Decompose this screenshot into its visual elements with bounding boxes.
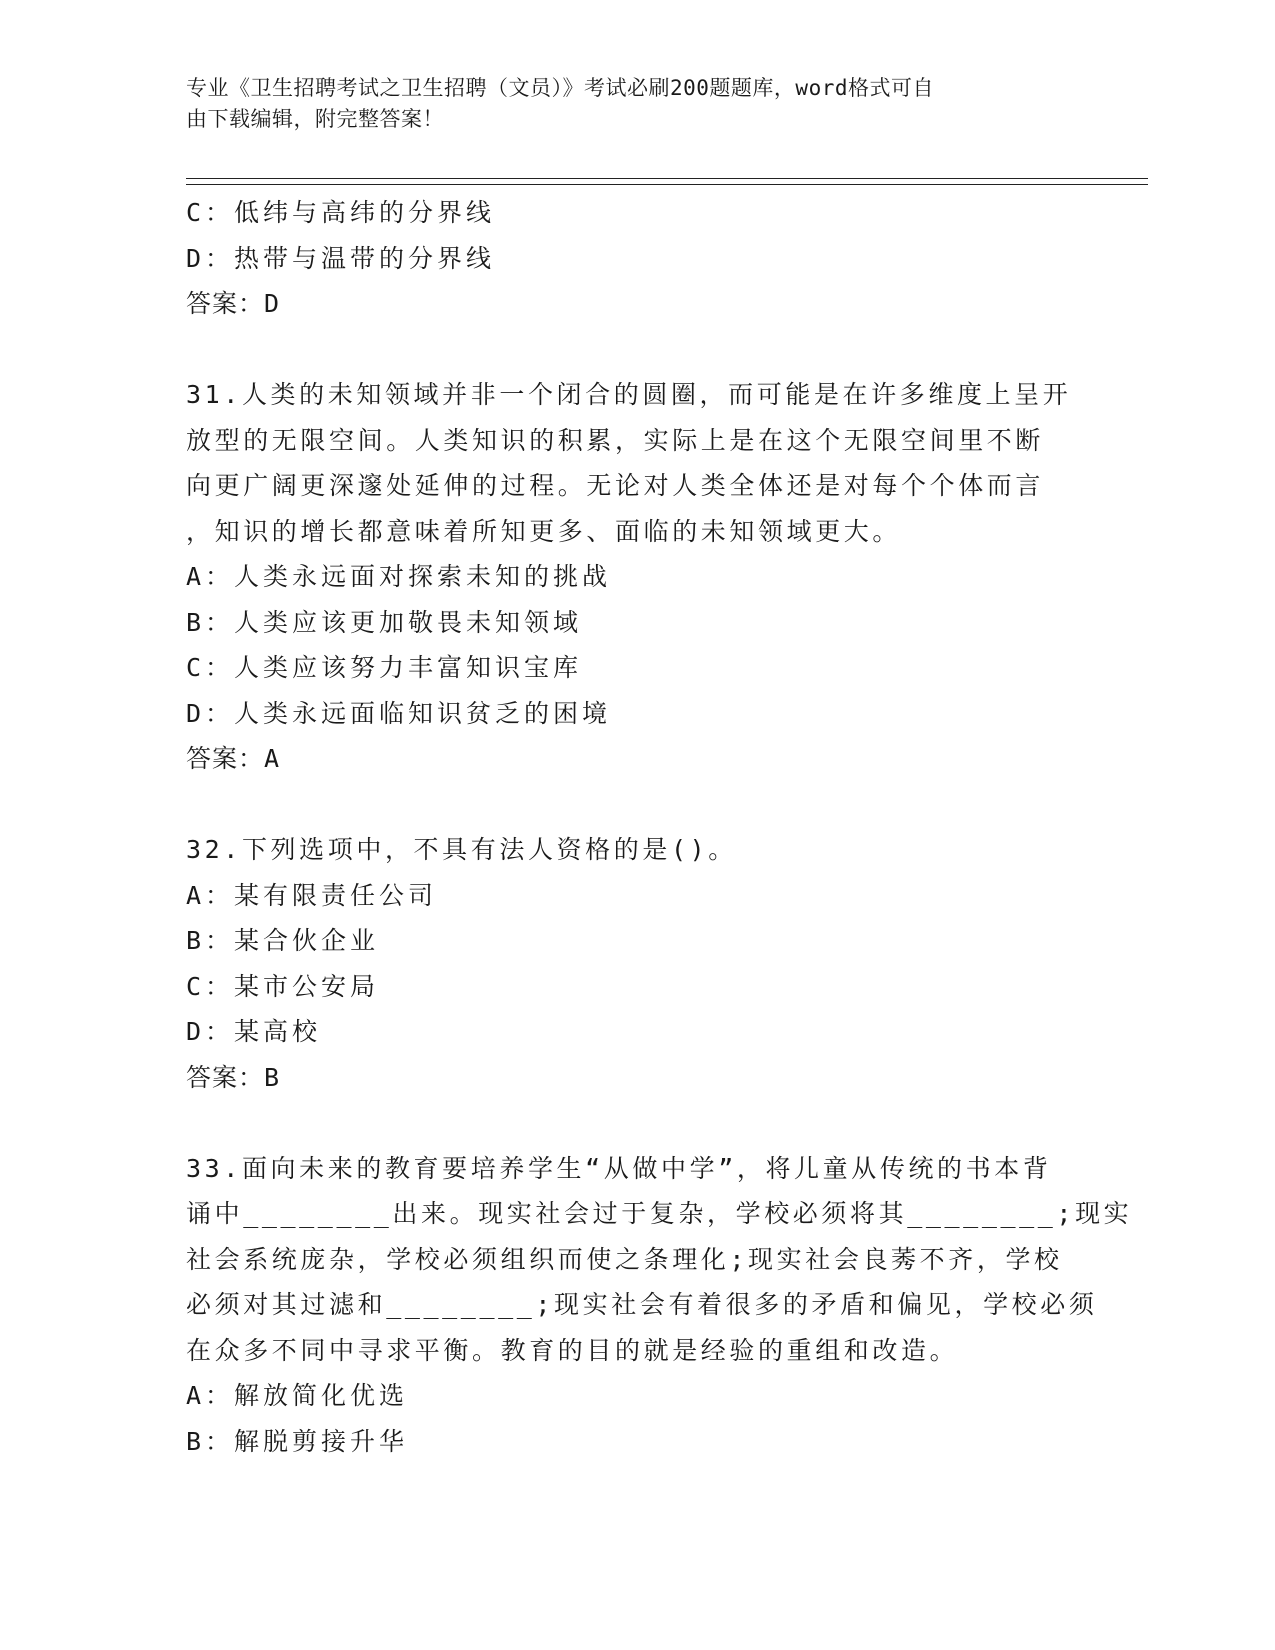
answer-line: 答案：D (186, 289, 281, 318)
option-c: C：某市公安局 (186, 971, 380, 1001)
option-b: B：解脱剪接升华 (186, 1426, 409, 1456)
option-c: C：低纬与高纬的分界线 (186, 198, 496, 227)
question-list (186, 190, 1133, 1464)
question-30-tail (186, 190, 1086, 327)
answer-line: 答案：B (186, 1062, 281, 1092)
question-31 (186, 372, 1086, 782)
question-text (186, 1146, 1133, 1374)
document-header (186, 73, 1086, 135)
option-d: D：人类永远面临知识贫乏的困境 (186, 698, 612, 728)
option-c: C：人类应该努力丰富知识宝库 (186, 653, 583, 682)
header-divider-bottom (186, 184, 1148, 185)
question-line: 必须对其过滤和________;现实社会有着很多的矛盾和偏见，学校必须 (186, 1290, 1098, 1319)
option-b: B：人类应该更加敬畏未知领域 (186, 607, 583, 637)
spacer (186, 782, 1086, 828)
header-line-1: 专业《卫生招聘考试之卫生招聘（文员）》考试必刷200题题库，word格式可自 (186, 76, 934, 100)
question-line: 向更广阔更深邃处延伸的过程。无论对人类全体还是对每个个体而言 (186, 471, 1045, 500)
question-line: 33.面向未来的教育要培养学生“从做中学”，将儿童从传统的书本背 (186, 1153, 1052, 1183)
question-line: 31.人类的未知领域并非一个闭合的圆圈，而可能是在许多维度上呈开 (186, 380, 1072, 409)
question-32 (186, 827, 1086, 1100)
option-d: D：某高校 (186, 1017, 322, 1046)
spacer (186, 1100, 1086, 1146)
header-divider-top (186, 178, 1148, 179)
question-line: 社会系统庞杂，学校必须组织而使之条理化;现实社会良莠不齐，学校 (186, 1244, 1063, 1274)
question-text (186, 827, 1086, 873)
header-line-2: 由下载编辑，附完整答案！ (186, 107, 444, 131)
option-a: A：解放简化优选 (186, 1381, 409, 1410)
question-text (186, 372, 1086, 554)
question-line: 在众多不同中寻求平衡。教育的目的就是经验的重组和改造。 (186, 1335, 959, 1365)
question-line: 放型的无限空间。人类知识的积累，实际上是在这个无限空间里不断 (186, 425, 1045, 455)
question-line: 诵中________出来。现实社会过于复杂，学校必须将其________;现实 (186, 1199, 1133, 1228)
question-33 (186, 1146, 1133, 1465)
answer-line: 答案：A (186, 744, 281, 773)
question-line: ，知识的增长都意味着所知更多、面临的未知领域更大。 (186, 516, 902, 546)
option-b: B：某合伙企业 (186, 926, 380, 955)
option-a: A：人类永远面对探索未知的挑战 (186, 562, 612, 591)
option-a: A：某有限责任公司 (186, 880, 438, 910)
option-d: D：热带与温带的分界线 (186, 243, 496, 273)
spacer (186, 327, 1086, 373)
question-line: 32.下列选项中，不具有法人资格的是()。 (186, 835, 737, 864)
